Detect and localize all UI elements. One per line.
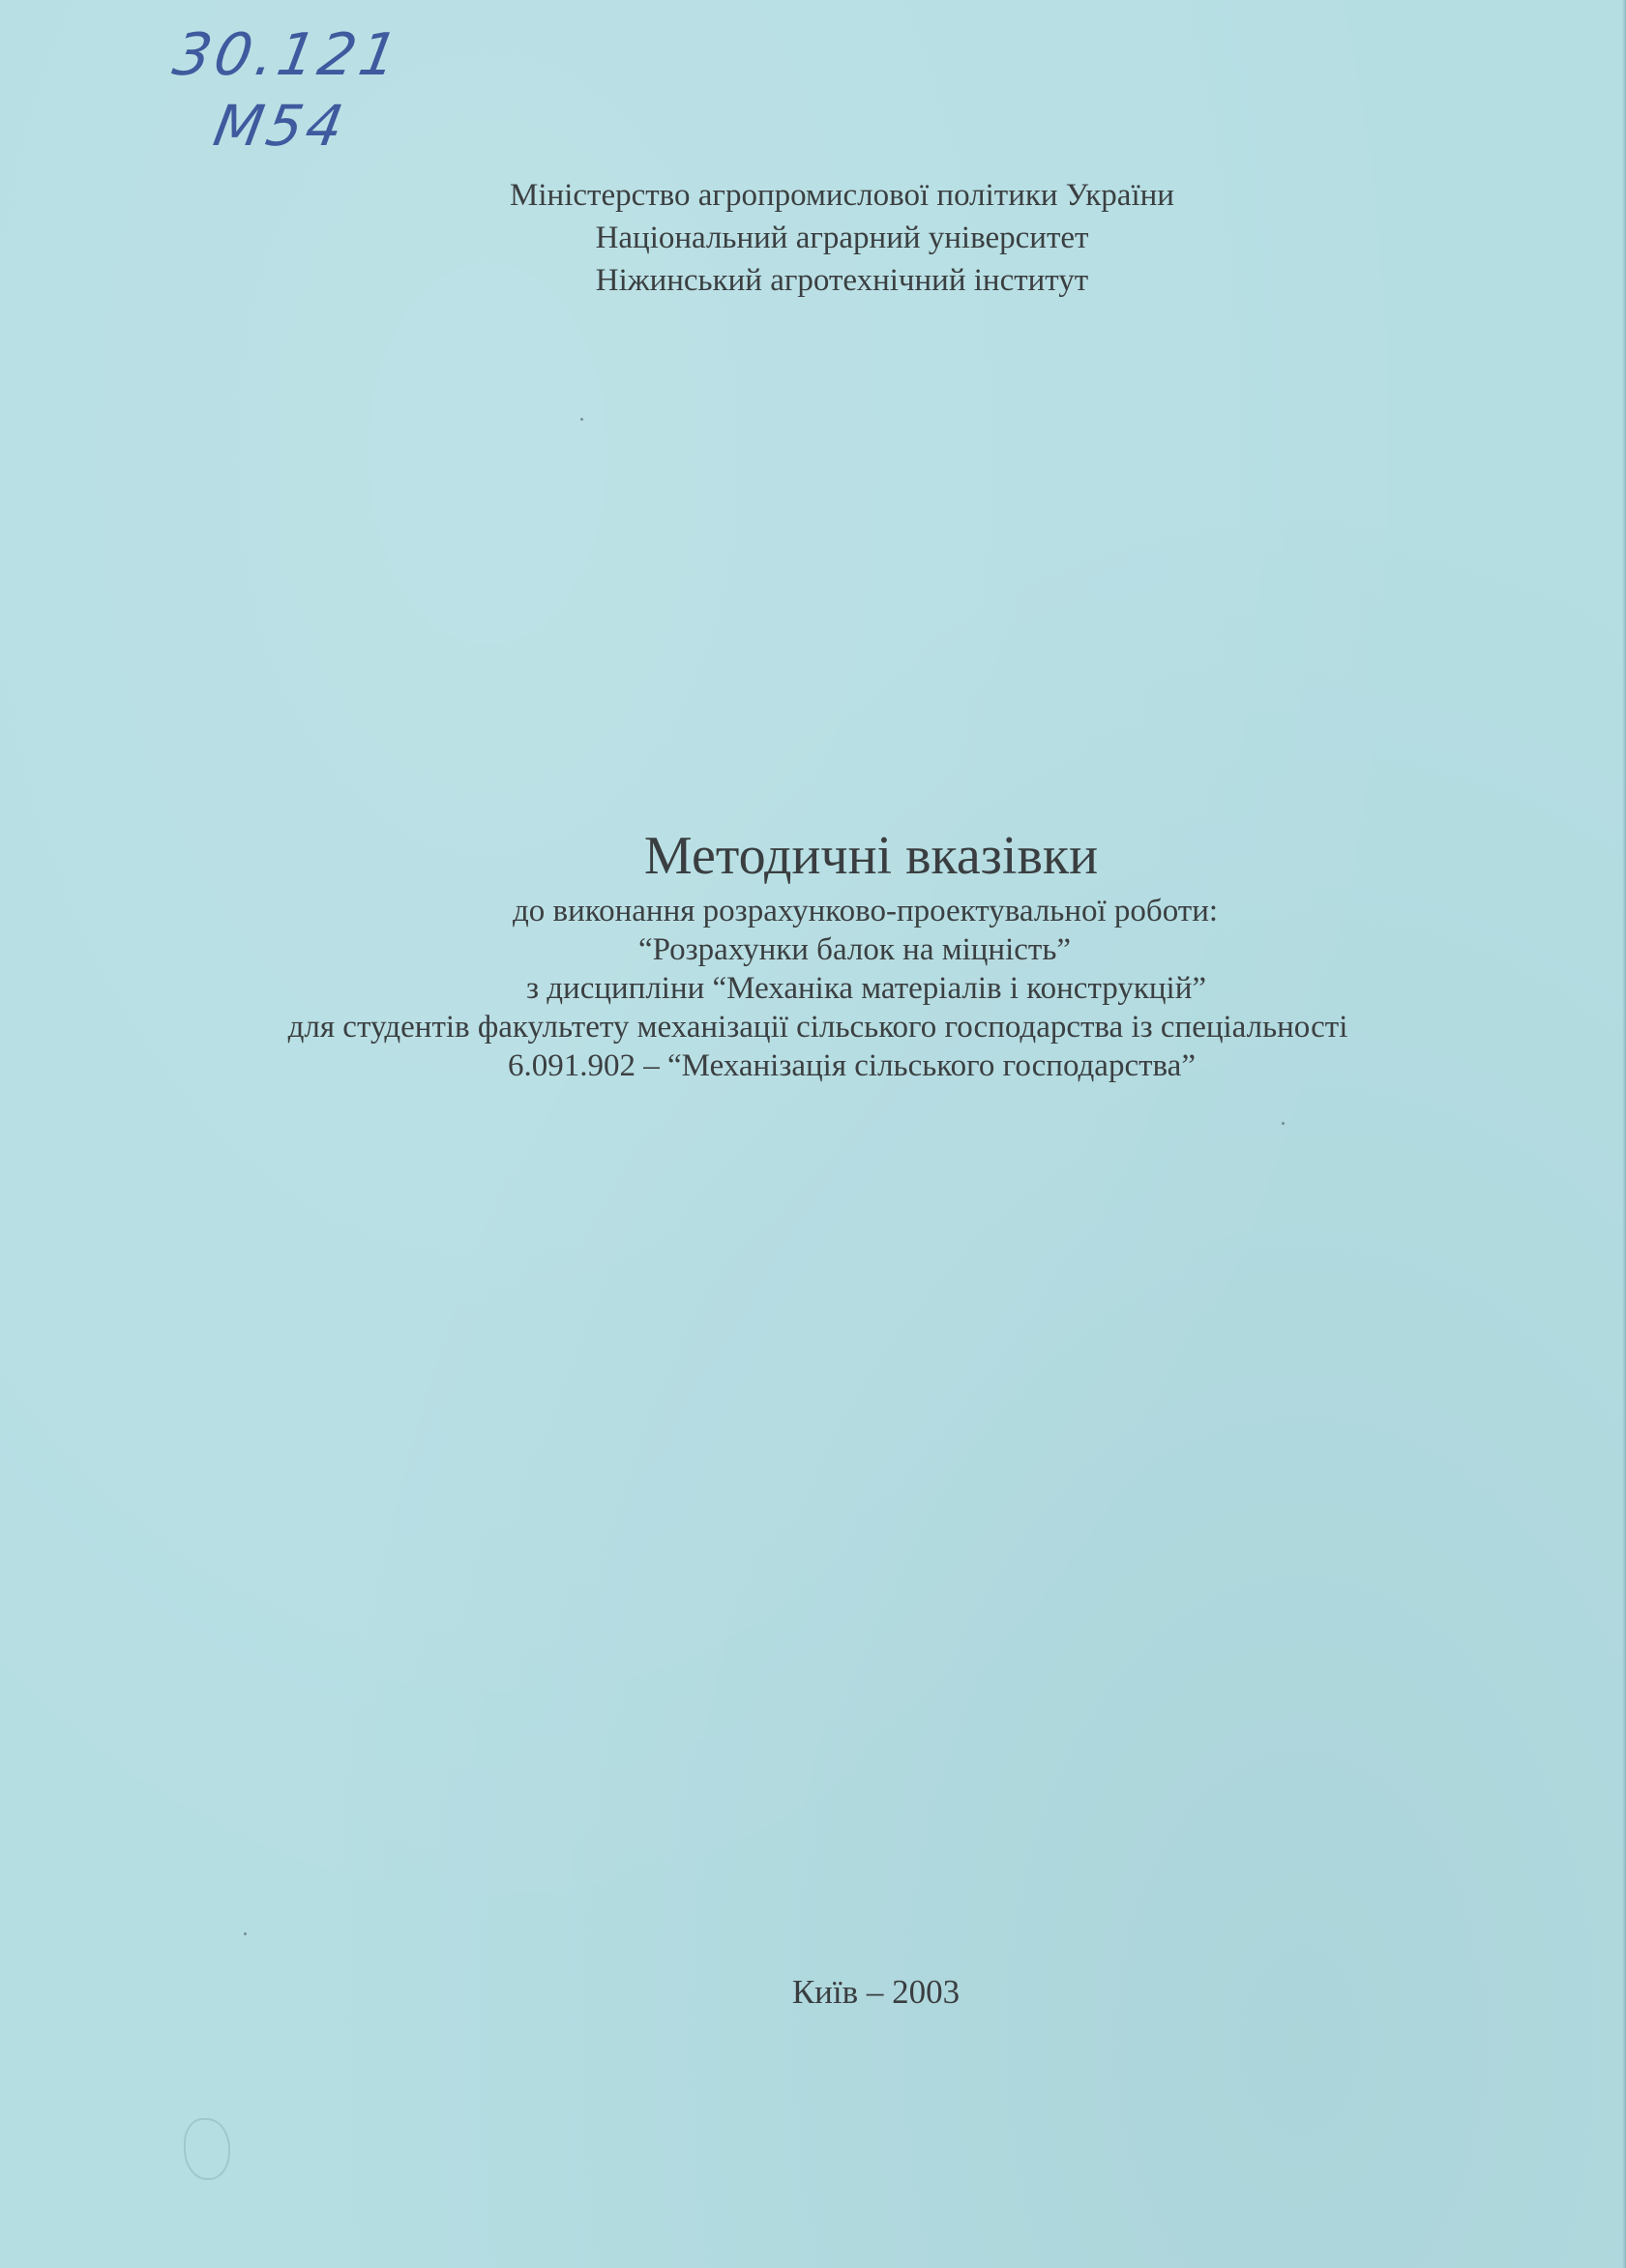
paper-edge [1622, 0, 1626, 2268]
subtitle-line-4: для студентів факультету механізації сільського господарства із спеціальності [287, 1010, 1348, 1045]
place-and-year: Київ – 2003 [791, 1973, 961, 2011]
paper-speck [244, 1932, 247, 1935]
handwritten-catalog-number: 30.121 [167, 21, 407, 89]
institution-header [0, 174, 1626, 302]
subtitle-line-3: з дисципліни “Механіка матеріалів і конструкцій” [525, 971, 1207, 1006]
subtitle-line-2: “Розрахунки балок на міцність” [637, 932, 1072, 967]
paper-speck [1282, 1122, 1285, 1125]
document-title: Методичні вказівки [643, 826, 1099, 886]
subtitle-line-1: до виконання розрахунково-проектувальної роботи: [512, 894, 1219, 928]
subtitle-line-5: 6.091.902 – “Механізація сільського господарства” [508, 1048, 1196, 1083]
ministry-name: Міністерство агропромислової політики України [510, 178, 1174, 213]
paper-speck [580, 418, 583, 421]
university-name: Національний аграрний університет [595, 221, 1089, 255]
faint-stamp-mark [184, 2118, 230, 2180]
institute-name: Ніжинський агротехнічний інститут [595, 263, 1089, 298]
title-block [0, 820, 1626, 1085]
handwritten-catalog-code: М54 [209, 93, 352, 159]
